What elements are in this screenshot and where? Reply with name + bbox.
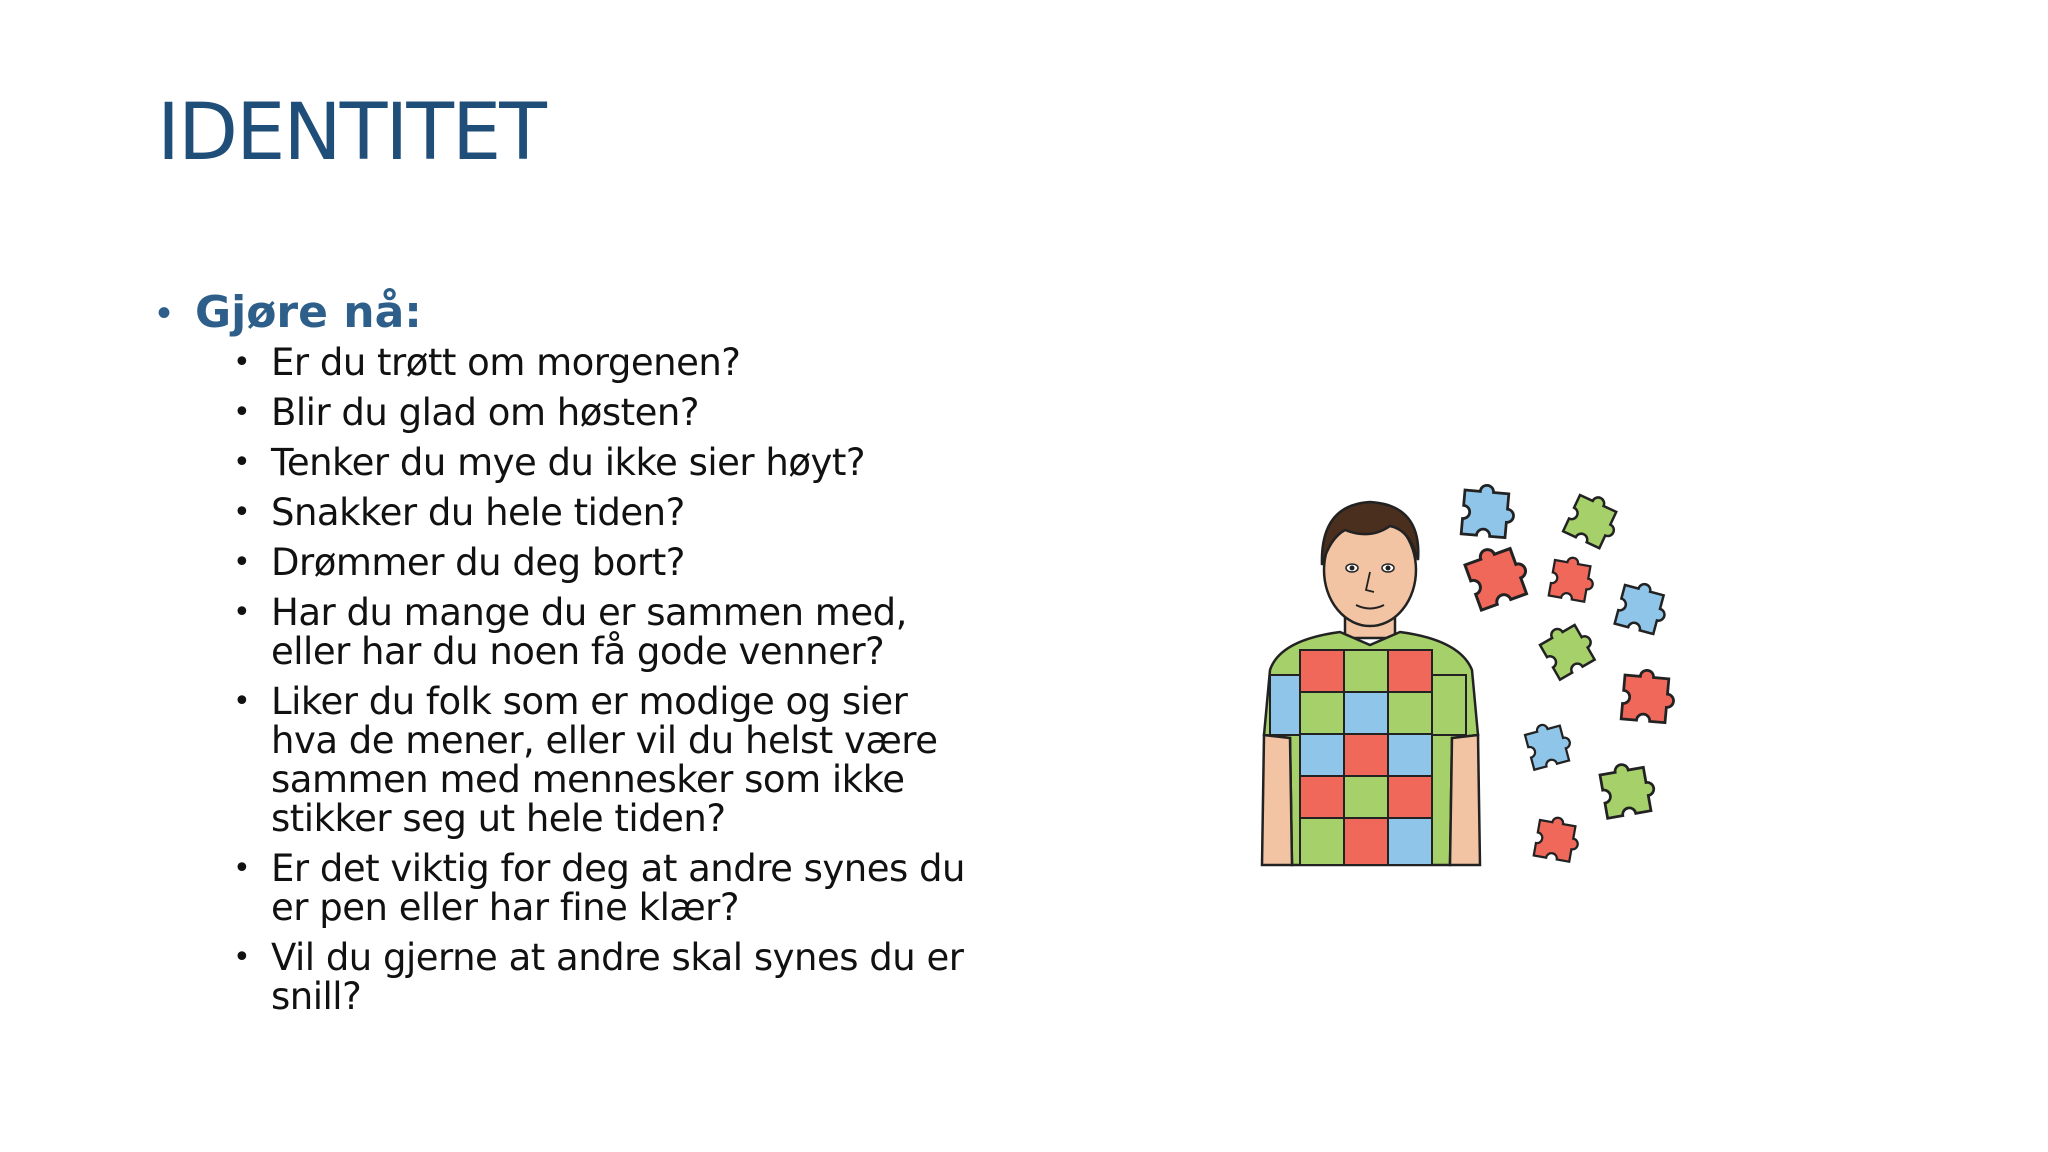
- bullet-icon: •: [233, 445, 251, 480]
- floating-puzzle-pieces: [1461, 483, 1676, 862]
- puzzle-person-illustration: [1240, 460, 1700, 870]
- puzzle-person-icon: [1240, 460, 1700, 870]
- list-item: [233, 493, 1013, 532]
- question-text: Vil du gjerne at andre skal synes du er snill?: [271, 936, 964, 1018]
- list-item: [233, 343, 1013, 382]
- question-list: [157, 343, 1057, 1016]
- question-text: Snakker du hele tiden?: [271, 491, 685, 534]
- question-text: Blir du glad om høsten?: [271, 391, 699, 434]
- bullet-icon: •: [233, 395, 251, 430]
- list-item: [233, 593, 933, 671]
- section-bullet: [157, 283, 1057, 343]
- list-item: [233, 393, 1013, 432]
- question-text: Har du mange du er sammen med, eller har du noen få gode venner?: [271, 591, 907, 673]
- question-text: Liker du folk som er modige og sier hva de mener, eller vil du helst være sammen med mennesker som ikke stikker seg ut hele tiden?: [271, 680, 938, 840]
- list-item: [233, 443, 1013, 482]
- content-area: [157, 283, 1057, 1027]
- question-text: Er du trøtt om morgenen?: [271, 341, 741, 384]
- section-heading: Gjøre nå:: [195, 287, 422, 338]
- list-item: [233, 938, 1013, 1016]
- bullet-icon: •: [157, 291, 172, 335]
- question-text: Tenker du mye du ikke sier høyt?: [271, 441, 865, 484]
- bullet-icon: •: [233, 495, 251, 530]
- question-text: Drømmer du deg bort?: [271, 541, 685, 584]
- list-item: [233, 543, 1013, 582]
- bullet-icon: •: [233, 851, 251, 886]
- list-item: [233, 849, 1013, 927]
- slide-title: IDENTITET: [157, 88, 545, 178]
- person-figure: [1262, 502, 1480, 865]
- question-text: Er det viktig for deg at andre synes du er pen eller har fine klær?: [271, 847, 965, 929]
- bullet-icon: •: [233, 684, 251, 719]
- bullet-icon: •: [233, 545, 251, 580]
- bullet-icon: •: [233, 595, 251, 630]
- list-item: [233, 682, 963, 838]
- bullet-icon: •: [233, 940, 251, 975]
- bullet-icon: •: [233, 345, 251, 380]
